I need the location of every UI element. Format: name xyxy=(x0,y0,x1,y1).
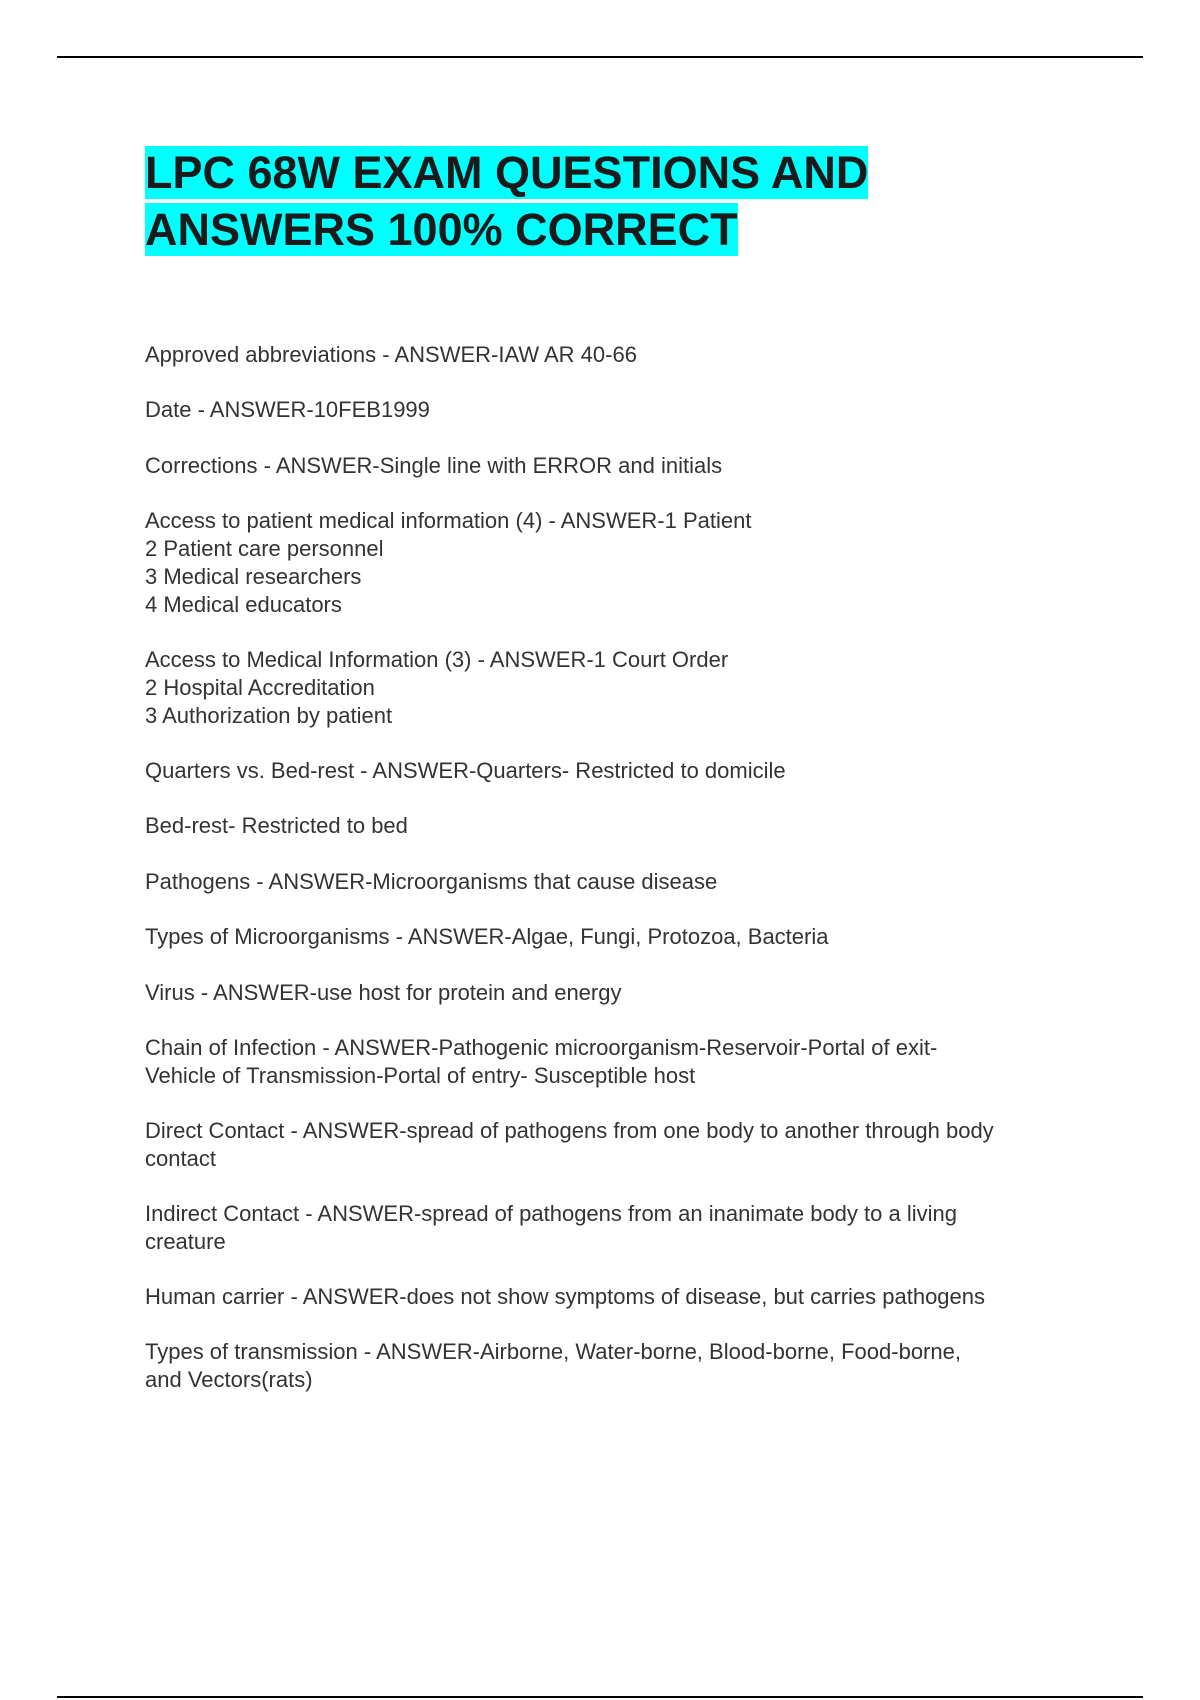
qa-item: Quarters vs. Bed-rest - ANSWER-Quarters- Restricted to domicile xyxy=(145,758,786,783)
qa-item: Types of Microorganisms - ANSWER-Algae, Fungi, Protozoa, Bacteria xyxy=(145,924,829,949)
qa-item: Bed-rest- Restricted to bed xyxy=(145,813,408,838)
qa-item: Approved abbreviations - ANSWER-IAW AR 40-66 xyxy=(145,342,637,367)
qa-item: Access to patient medical information (4) - ANSWER-1 Patient 2 Patient care personnel 3 Medical researchers 4 Medical educators xyxy=(145,508,752,617)
qa-item: Access to Medical Information (3) - ANSWER-1 Court Order 2 Hospital Accreditation 3 Authorization by patient xyxy=(145,647,729,728)
document-title xyxy=(145,144,965,258)
qa-item: Direct Contact - ANSWER-spread of pathogens from one body to another through body contact xyxy=(145,1118,994,1171)
qa-list xyxy=(145,314,1095,1394)
qa-item: Virus - ANSWER-use host for protein and energy xyxy=(145,980,622,1005)
bottom-rule xyxy=(57,1696,1143,1698)
qa-item: Types of transmission - ANSWER-Airborne, Water-borne, Blood-borne, Food-borne, and Vectors(rats) xyxy=(145,1339,961,1392)
qa-item: Corrections - ANSWER-Single line with ERROR and initials xyxy=(145,453,723,478)
qa-item: Indirect Contact - ANSWER-spread of pathogens from an inanimate body to a living creature xyxy=(145,1201,957,1254)
qa-item: Human carrier - ANSWER-does not show symptoms of disease, but carries pathogens xyxy=(145,1284,986,1309)
qa-item: Chain of Infection - ANSWER-Pathogenic microorganism-Reservoir-Portal of exit- Vehicle of Transmission-Portal of entry- Susceptible host xyxy=(145,1035,938,1088)
qa-item: Pathogens - ANSWER-Microorganisms that cause disease xyxy=(145,869,718,894)
title-line-1: LPC 68W EXAM QUESTIONS AND xyxy=(145,147,869,198)
top-rule xyxy=(57,56,1143,58)
qa-item: Date - ANSWER-10FEB1999 xyxy=(145,397,430,422)
title-line-2: ANSWERS 100% CORRECT xyxy=(145,204,738,255)
